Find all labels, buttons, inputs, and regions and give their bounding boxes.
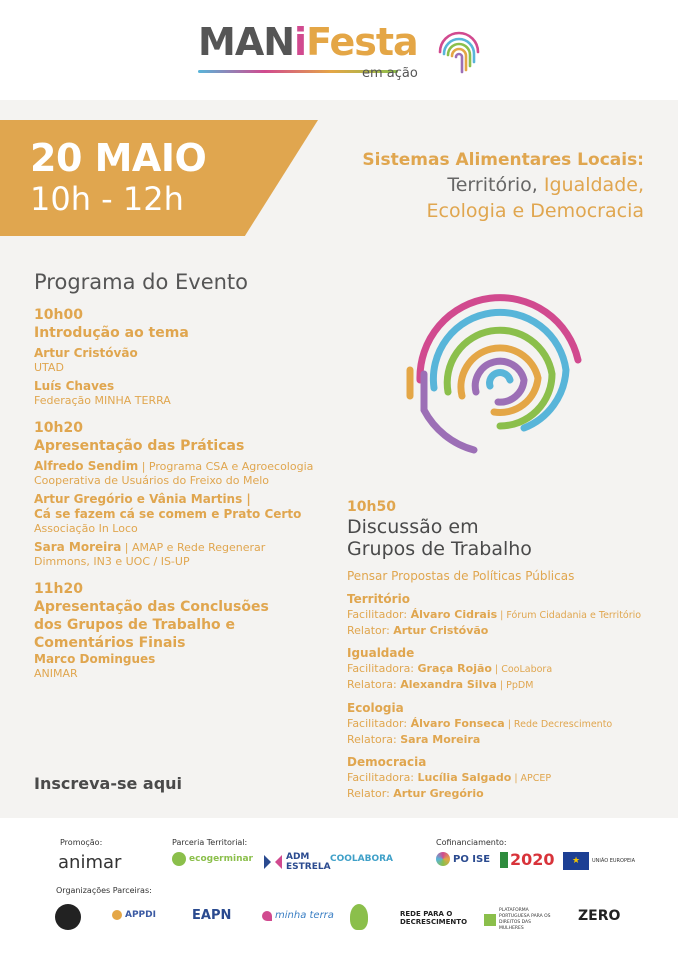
topic-line-3: Ecologia e Democracia — [426, 200, 644, 222]
header — [0, 0, 678, 100]
zero-logo: ZERO — [578, 908, 621, 924]
reporter-name: Alexandra Silva — [400, 678, 497, 691]
appdi-logo — [112, 910, 156, 920]
reporter-name: Artur Gregório — [393, 787, 484, 800]
footer-logos — [0, 818, 678, 960]
speaker-name: Artur Cristóvão — [34, 346, 138, 360]
adm-icon — [263, 854, 283, 870]
speaker — [34, 540, 334, 569]
discussion-group — [347, 592, 667, 638]
speaker-name: Artur Gregório e Vânia Martins | — [34, 492, 251, 506]
reporter-name: Artur Cristóvão — [393, 624, 489, 637]
speaker — [34, 346, 334, 375]
facilitator-label: Facilitador: — [347, 608, 411, 621]
reporter-label: Relator: — [347, 624, 394, 637]
organizacoes-label: Organizações Parceiras: — [56, 886, 152, 895]
manifesta-logo — [198, 20, 418, 64]
speaker-org: UTAD — [34, 361, 64, 374]
poise-icon — [436, 852, 450, 866]
group-reporter — [347, 623, 667, 638]
plataforma-logo — [484, 908, 554, 932]
event-date: 20 MAIO — [30, 136, 207, 180]
logo-subtitle: em ação — [362, 66, 418, 81]
speaker-name: Alfredo Sendim — [34, 459, 139, 473]
reporter-label: Relatora: — [347, 733, 401, 746]
discussion-subtitle: Pensar Propostas de Políticas Públicas — [347, 569, 575, 583]
portugal2020-text: 2020 — [510, 850, 555, 869]
plataforma-text: PLATAFORMA PORTUGUESA PARA OS DIREITOS DAS MULHERES — [499, 908, 551, 931]
speaker-role: | AMAP e Rede Regenerar — [121, 541, 266, 554]
facilitator-org: | APCEP — [511, 773, 552, 784]
discussion-title-1: Discussão em — [347, 516, 479, 538]
speaker-org: Cooperativa de Usuários do Freixo do Melo — [34, 474, 270, 487]
speaker-name: Luís Chaves — [34, 379, 115, 393]
group-name: Território — [347, 592, 410, 606]
slot-title: Apresentação das Práticas — [34, 438, 245, 454]
slot-title: Introdução ao tema — [34, 325, 189, 341]
facilitator-name: Álvaro Cidrais — [410, 608, 498, 621]
adm-text: ADM ESTRELA — [286, 852, 331, 872]
event-time: 10h - 12h — [30, 180, 184, 218]
group-name: Democracia — [347, 755, 427, 769]
minhaterra-icon — [262, 911, 272, 921]
facilitator-org: | CooLabora — [491, 664, 553, 675]
rede-decrescimento-logo: REDE PARA O DECRESCIMENTO — [400, 910, 468, 926]
discussion-group — [347, 701, 667, 747]
fingerprint-logo-icon — [434, 22, 484, 80]
facilitator-name: Graça Rojão — [417, 662, 492, 675]
appdi-text: APPDI — [125, 910, 156, 920]
speaker-name: Sara Moreira — [34, 540, 122, 554]
topic-territorio: Território, — [447, 174, 538, 196]
fingerprint-illustration-icon — [404, 270, 594, 460]
partner-green-logo — [350, 904, 368, 930]
topic-line-2 — [362, 172, 644, 198]
group-name: Ecologia — [347, 701, 404, 715]
facilitator-org: | Fórum Cidadania e Território — [497, 610, 642, 621]
register-link[interactable]: Inscreva-se aqui — [34, 774, 183, 793]
facilitator-name: Lucília Salgado — [417, 771, 512, 784]
speaker-project: Cá se fazem cá se comem e Prato Certo — [34, 507, 302, 521]
slot-title: Apresentação das Conclusões dos Grupos de Trabalho e Comentários Finais — [34, 599, 269, 651]
parceria-label: Parceria Territorial: — [172, 838, 248, 847]
speaker — [34, 652, 334, 681]
speaker-name: Marco Domingues — [34, 652, 156, 666]
minhaterra-text: minha terra — [275, 910, 334, 921]
seal-icon — [55, 904, 81, 930]
reporter-label: Relatora: — [347, 678, 401, 691]
cofinanciamento-label: Cofinanciamento: — [436, 838, 507, 847]
discussion-section — [347, 498, 667, 801]
slot-time: 10h00 — [34, 307, 83, 323]
animar-logo: animar — [58, 852, 122, 873]
reporter-org: | PpDM — [496, 680, 534, 691]
facilitator-label: Facilitadora: — [347, 771, 418, 784]
minhaterra-logo — [262, 910, 334, 921]
ue-logo — [563, 852, 635, 870]
speaker — [34, 492, 334, 536]
group-facilitator — [347, 607, 667, 623]
group-facilitator — [347, 661, 667, 677]
partner-seal-logo — [55, 904, 81, 930]
poise-text: PO ISE — [453, 853, 491, 865]
program-slot — [34, 580, 334, 681]
speaker — [34, 379, 334, 408]
facilitator-name: Álvaro Fonseca — [410, 717, 505, 730]
slot-time: 10h20 — [34, 420, 83, 436]
group-facilitator — [347, 716, 667, 732]
speaker — [34, 459, 334, 488]
facilitator-label: Facilitador: — [347, 717, 411, 730]
discussion-time: 10h50 — [347, 499, 396, 515]
portugal-flag-icon — [500, 852, 508, 868]
ecogerminar-text: ecogerminar — [189, 854, 253, 864]
logo-festa: Festa — [306, 20, 418, 64]
logo-man: MAN — [198, 20, 295, 64]
discussion-group — [347, 646, 667, 693]
ue-text: UNIÃO EUROPEIA — [592, 858, 636, 864]
portugal2020-logo — [500, 850, 555, 869]
eapn-logo: EAPN — [192, 908, 232, 923]
speaker-name-line — [34, 540, 334, 555]
speaker-name-line — [34, 459, 334, 474]
plataforma-icon — [484, 914, 496, 926]
reporter-name: Sara Moreira — [400, 733, 481, 746]
discussion-title-2: Grupos de Trabalho — [347, 538, 532, 560]
group-reporter — [347, 677, 667, 693]
facilitator-label: Facilitadora: — [347, 662, 418, 675]
group-reporter — [347, 732, 667, 747]
topic-igualdade: Igualdade, — [537, 174, 644, 196]
eu-flag-icon: ★ — [563, 852, 589, 870]
facilitator-org: | Rede Decrescimento — [504, 719, 613, 730]
program-slot — [34, 419, 334, 569]
program-list — [34, 306, 334, 692]
poise-logo — [436, 852, 490, 866]
group-name: Igualdade — [347, 646, 415, 660]
speaker-org: Dimmons, IN3 e UOC / IS-UP — [34, 555, 190, 568]
logo-i: i — [294, 20, 307, 64]
speaker-role: | Programa CSA e Agroecologia — [138, 460, 314, 473]
topic-line-1: Sistemas Alimentares Locais: — [362, 150, 644, 170]
speaker-org: Federação MINHA TERRA — [34, 394, 171, 407]
appdi-icon — [112, 910, 122, 920]
speaker-org: ANIMAR — [34, 667, 78, 680]
group-reporter — [347, 786, 667, 801]
ecogerminar-logo — [172, 852, 253, 866]
group-facilitator — [347, 770, 667, 786]
leaf-icon — [350, 904, 368, 930]
promocao-label: Promoção: — [60, 838, 103, 847]
discussion-group — [347, 755, 667, 801]
slot-time: 11h20 — [34, 581, 83, 597]
adm-logo — [263, 852, 331, 872]
reporter-label: Relator: — [347, 787, 394, 800]
speaker-org: Associação In Loco — [34, 522, 138, 535]
program-slot — [34, 306, 334, 408]
event-topic — [362, 148, 644, 224]
ecogerminar-icon — [172, 852, 186, 866]
program-title: Programa do Evento — [34, 270, 249, 294]
coolabora-logo: COOLABORA — [330, 854, 394, 864]
